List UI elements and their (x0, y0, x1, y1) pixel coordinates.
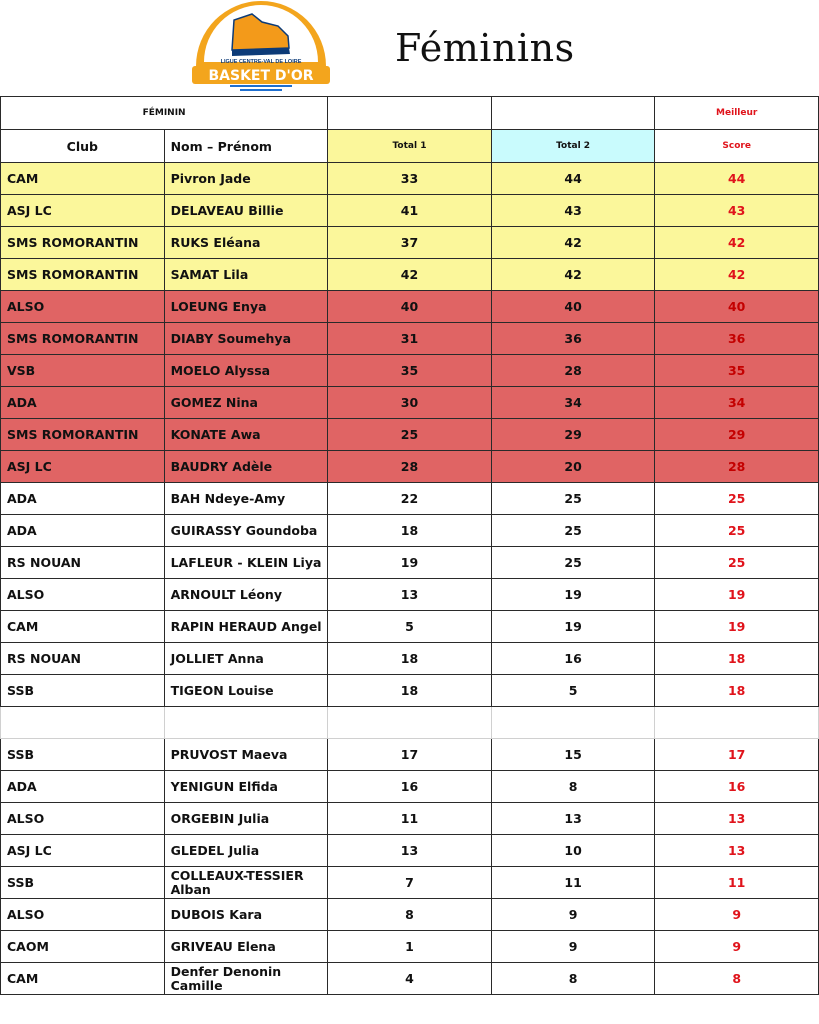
total1-cell: 22 (328, 483, 492, 515)
total1-cell: 42 (328, 259, 492, 291)
total2-cell: 34 (491, 387, 655, 419)
total2-cell: 40 (491, 291, 655, 323)
player-name-cell: DELAVEAU Billie (164, 195, 328, 227)
total2-cell: 9 (491, 899, 655, 931)
total2-cell: 9 (491, 931, 655, 963)
club-cell: SSB (1, 867, 165, 899)
total1-cell: 16 (328, 771, 492, 803)
total2-cell: 11 (491, 867, 655, 899)
club-cell: ASJ LC (1, 195, 165, 227)
logo-arc-text: LIGUE CENTRE-VAL DE LOIRE (220, 59, 302, 65)
total2-cell: 13 (491, 803, 655, 835)
club-cell: SMS ROMORANTIN (1, 419, 165, 451)
club-cell: CAM (1, 163, 165, 195)
total2-cell: 42 (491, 227, 655, 259)
club-cell: SMS ROMORANTIN (1, 323, 165, 355)
basket-dor-logo (190, 0, 332, 94)
table-row (1, 195, 819, 227)
total1-cell: 4 (328, 963, 492, 995)
club-cell: ADA (1, 515, 165, 547)
player-name-cell: GRIVEAU Elena (164, 931, 328, 963)
best-score-cell: 18 (655, 643, 819, 675)
page-title: Féminins (395, 26, 575, 70)
col-header-best: Score (655, 130, 819, 163)
table-row (1, 611, 819, 643)
best-score-cell: 43 (655, 195, 819, 227)
total1-cell: 18 (328, 643, 492, 675)
total2-cell: 8 (491, 771, 655, 803)
col-header-total1: Total 1 (328, 130, 492, 163)
total2-cell: 29 (491, 419, 655, 451)
total1-cell: 1 (328, 931, 492, 963)
club-cell: ADA (1, 771, 165, 803)
total1-cell: 13 (328, 579, 492, 611)
club-cell: CAOM (1, 931, 165, 963)
club-cell: ALSO (1, 803, 165, 835)
player-name-cell: PRUVOST Maeva (164, 739, 328, 771)
table-row (1, 579, 819, 611)
player-name-cell: ARNOULT Léony (164, 579, 328, 611)
total1-cell: 19 (328, 547, 492, 579)
table-row (1, 771, 819, 803)
best-score-cell: 25 (655, 515, 819, 547)
player-name-cell: GLEDEL Julia (164, 835, 328, 867)
best-score-cell: 9 (655, 899, 819, 931)
best-score-cell: 17 (655, 739, 819, 771)
club-cell: ASJ LC (1, 451, 165, 483)
best-score-cell: 11 (655, 867, 819, 899)
best-score-cell: 44 (655, 163, 819, 195)
best-score-cell: 19 (655, 611, 819, 643)
table-row (1, 867, 819, 899)
best-score-cell: 25 (655, 483, 819, 515)
best-score-cell: 36 (655, 323, 819, 355)
total1-cell: 18 (328, 675, 492, 707)
col-header-name: Nom – Prénom (164, 130, 328, 163)
table-row (1, 227, 819, 259)
table-row (1, 931, 819, 963)
spacer-cell (491, 707, 655, 739)
total1-cell: 37 (328, 227, 492, 259)
total1-cell: 18 (328, 515, 492, 547)
total2-cell: 25 (491, 547, 655, 579)
logo-banner-text: BASKET D'OR (208, 68, 314, 84)
total1-cell: 41 (328, 195, 492, 227)
total1-cell: 33 (328, 163, 492, 195)
best-score-cell: 29 (655, 419, 819, 451)
player-name-cell: Pivron Jade (164, 163, 328, 195)
player-name-cell: RUKS Eléana (164, 227, 328, 259)
best-score-cell: 19 (655, 579, 819, 611)
best-score-cell: 16 (655, 771, 819, 803)
club-cell: CAM (1, 611, 165, 643)
player-name-cell: YENIGUN Elfida (164, 771, 328, 803)
table-row (1, 643, 819, 675)
club-cell: ASJ LC (1, 835, 165, 867)
total2-cell: 42 (491, 259, 655, 291)
player-name-cell: GUIRASSY Goundoba (164, 515, 328, 547)
player-name-cell: DUBOIS Kara (164, 899, 328, 931)
total1-cell: 35 (328, 355, 492, 387)
total2-cell: 44 (491, 163, 655, 195)
best-score-cell: 35 (655, 355, 819, 387)
club-cell: ADA (1, 483, 165, 515)
total1-cell: 28 (328, 451, 492, 483)
club-cell: ALSO (1, 291, 165, 323)
results-table (0, 96, 819, 995)
total1-cell: 11 (328, 803, 492, 835)
player-name-cell: KONATE Awa (164, 419, 328, 451)
player-name-cell: SAMAT Lila (164, 259, 328, 291)
player-name-cell: LOEUNG Enya (164, 291, 328, 323)
table-row (1, 835, 819, 867)
best-score-cell: 25 (655, 547, 819, 579)
best-score-cell: 42 (655, 259, 819, 291)
total1-cell: 5 (328, 611, 492, 643)
club-cell: RS NOUAN (1, 547, 165, 579)
col-header-club: Club (1, 130, 165, 163)
total1-cell: 25 (328, 419, 492, 451)
table-row (1, 803, 819, 835)
total2-cell: 5 (491, 675, 655, 707)
total1-cell: 7 (328, 867, 492, 899)
spacer-cell (164, 707, 328, 739)
best-score-cell: 13 (655, 803, 819, 835)
total2-cell: 43 (491, 195, 655, 227)
table-row (1, 259, 819, 291)
table-row (1, 355, 819, 387)
table-row (1, 963, 819, 995)
total2-cell: 28 (491, 355, 655, 387)
total1-cell: 30 (328, 387, 492, 419)
results-table-body (1, 97, 819, 995)
club-cell: SMS ROMORANTIN (1, 227, 165, 259)
total1-cell: 8 (328, 899, 492, 931)
total2-cell: 19 (491, 611, 655, 643)
spacer-row (1, 707, 819, 739)
total1-cell: 13 (328, 835, 492, 867)
total2-cell: 15 (491, 739, 655, 771)
best-score-cell: 42 (655, 227, 819, 259)
best-score-cell: 40 (655, 291, 819, 323)
club-cell: SSB (1, 739, 165, 771)
spacer-cell (328, 707, 492, 739)
total2-cell: 36 (491, 323, 655, 355)
player-name-cell: LAFLEUR - KLEIN Liya (164, 547, 328, 579)
club-cell: CAM (1, 963, 165, 995)
spacer-cell (1, 707, 165, 739)
header-row-columns (1, 130, 819, 163)
best-score-cell: 28 (655, 451, 819, 483)
best-score-cell: 34 (655, 387, 819, 419)
table-row (1, 547, 819, 579)
total2-cell: 10 (491, 835, 655, 867)
club-cell: ADA (1, 387, 165, 419)
table-row (1, 291, 819, 323)
player-name-cell: BAUDRY Adèle (164, 451, 328, 483)
table-row (1, 675, 819, 707)
spacer-cell (655, 707, 819, 739)
player-name-cell: COLLEAUX-TESSIER Alban (164, 867, 328, 899)
total2-cell: 25 (491, 515, 655, 547)
table-row (1, 163, 819, 195)
best-score-cell: 9 (655, 931, 819, 963)
total1-cell: 40 (328, 291, 492, 323)
table-row (1, 323, 819, 355)
player-name-cell: GOMEZ Nina (164, 387, 328, 419)
player-name-cell: MOELO Alyssa (164, 355, 328, 387)
table-row (1, 483, 819, 515)
table-row (1, 899, 819, 931)
club-cell: SMS ROMORANTIN (1, 259, 165, 291)
club-cell: ALSO (1, 899, 165, 931)
player-name-cell: JOLLIET Anna (164, 643, 328, 675)
total2-cell: 25 (491, 483, 655, 515)
table-row (1, 451, 819, 483)
total1-cell: 31 (328, 323, 492, 355)
table-row (1, 387, 819, 419)
club-cell: ALSO (1, 579, 165, 611)
club-cell: RS NOUAN (1, 643, 165, 675)
player-name-cell: TIGEON Louise (164, 675, 328, 707)
table-row (1, 739, 819, 771)
col-header-total2: Total 2 (491, 130, 655, 163)
player-name-cell: Denfer Denonin Camille (164, 963, 328, 995)
player-name-cell: DIABY Soumehya (164, 323, 328, 355)
total1-cell: 17 (328, 739, 492, 771)
header-row-section (1, 97, 819, 130)
page-header (0, 0, 819, 96)
total2-cell: 8 (491, 963, 655, 995)
table-row (1, 515, 819, 547)
table-row (1, 419, 819, 451)
header-blank-t1 (328, 97, 492, 130)
best-score-cell: 13 (655, 835, 819, 867)
best-score-cell: 8 (655, 963, 819, 995)
total2-cell: 19 (491, 579, 655, 611)
player-name-cell: BAH Ndeye-Amy (164, 483, 328, 515)
club-cell: VSB (1, 355, 165, 387)
player-name-cell: ORGEBIN Julia (164, 803, 328, 835)
player-name-cell: RAPIN HERAUD Angel (164, 611, 328, 643)
best-score-cell: 18 (655, 675, 819, 707)
header-blank-t2 (491, 97, 655, 130)
section-label: FÉMININ (1, 97, 328, 130)
total2-cell: 16 (491, 643, 655, 675)
total2-cell: 20 (491, 451, 655, 483)
header-best-top: Meilleur (655, 97, 819, 130)
club-cell: SSB (1, 675, 165, 707)
